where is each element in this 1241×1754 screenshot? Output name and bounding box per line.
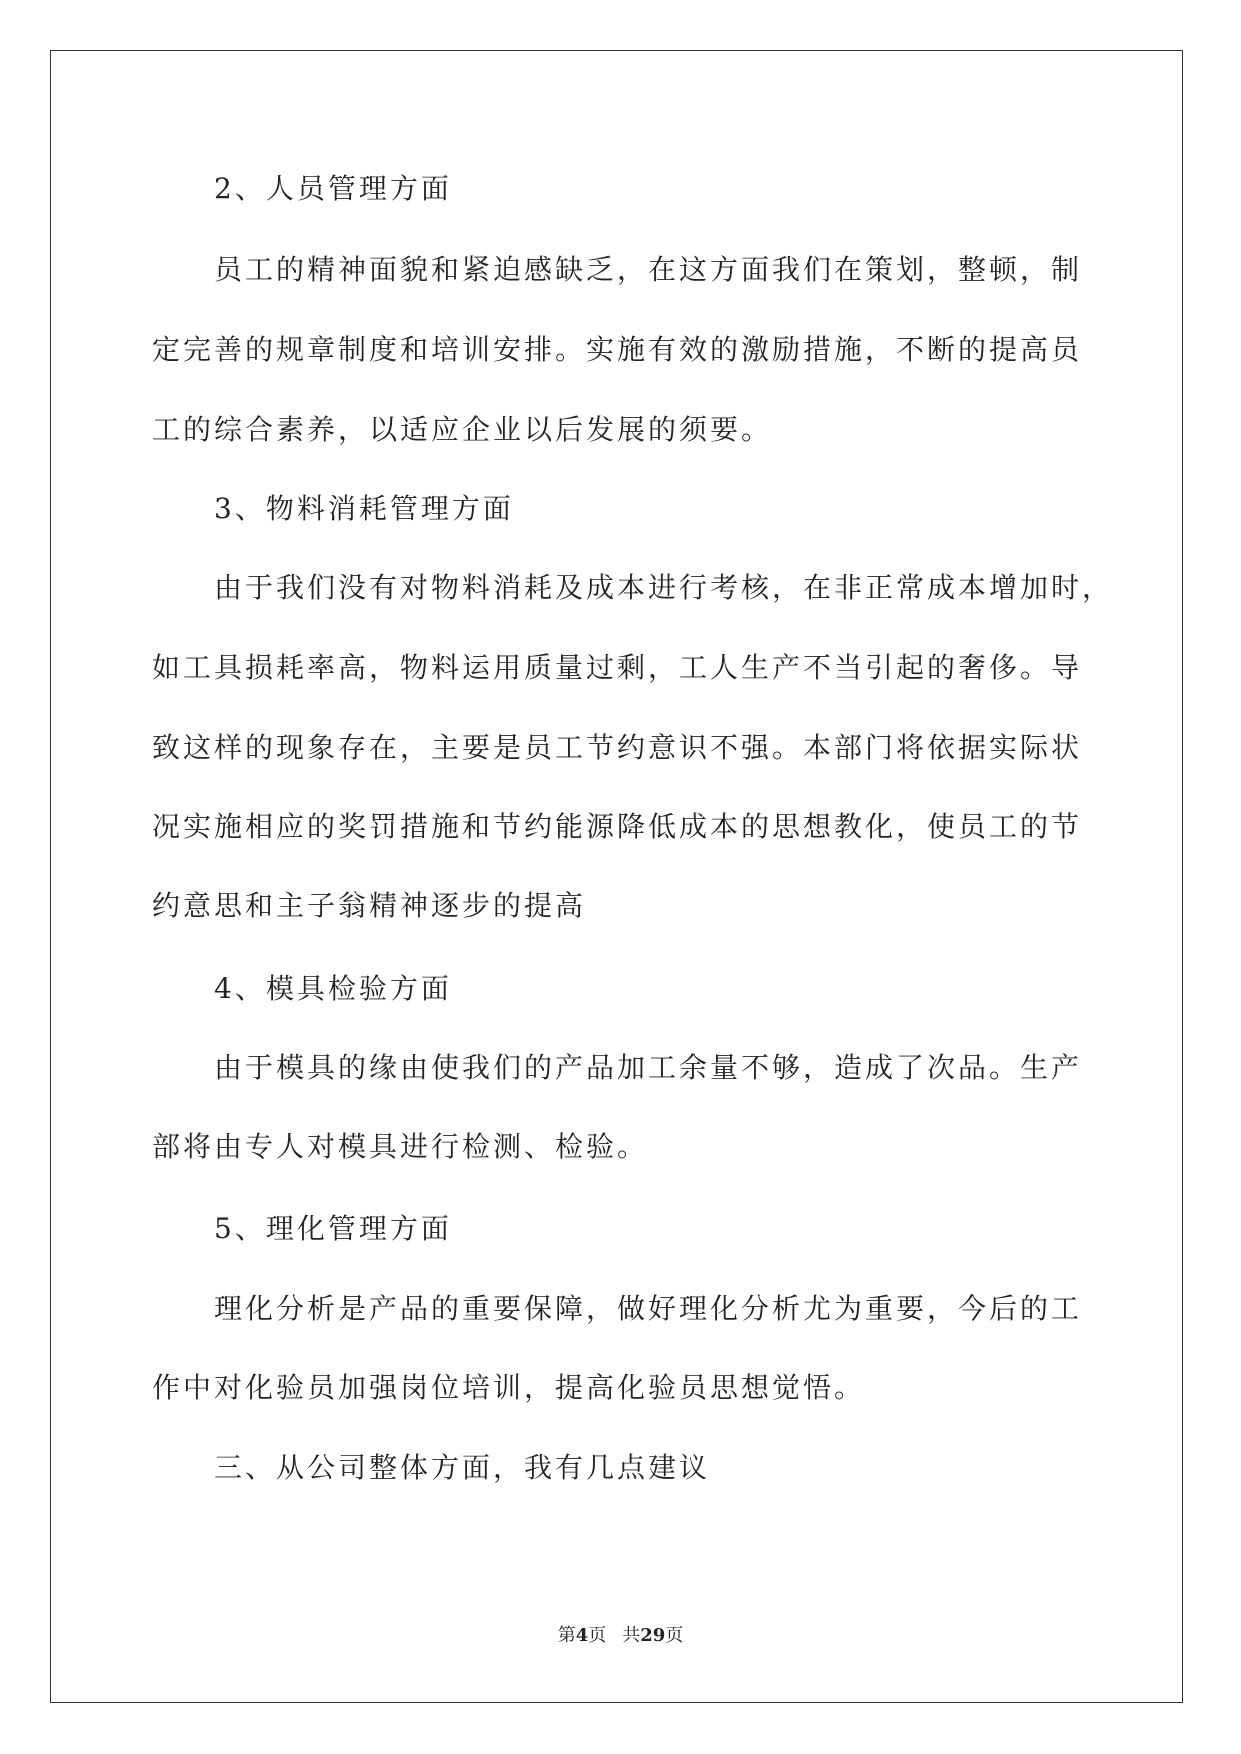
section-heading-three: 三、从公司整体方面，我有几点建议 — [214, 1451, 711, 1484]
total-prefix: 共 — [622, 1625, 641, 1646]
paragraph-line: 员工的精神面貌和紧迫感缺乏，在这方面我们在策划，整顿，制 — [214, 253, 1083, 286]
paragraph-line: 致这样的现象存在，主要是员工节约意识不强。本部门将依据实际状 — [152, 731, 1083, 764]
total-suffix: 页 — [665, 1625, 684, 1646]
paragraph-line: 部将由专人对模具进行检测、检验。 — [152, 1130, 649, 1163]
paragraph-line: 理化分析是产品的重要保障，做好理化分析尤为重要，今后的工 — [214, 1292, 1083, 1325]
paragraph-line: 作中对化验员加强岗位培训，提高化验员思想觉悟。 — [152, 1371, 866, 1404]
paragraph-line: 如工具损耗率高，物料运用质量过剩，工人生产不当引起的奢侈。导 — [152, 651, 1083, 684]
paragraph-line: 况实施相应的奖罚措施和节约能源降低成本的思想教化，使员工的节 — [152, 810, 1083, 843]
section-heading-3: 3、物料消耗管理方面 — [214, 492, 514, 525]
section-heading-5: 5、理化管理方面 — [214, 1212, 452, 1245]
section-heading-4: 4、模具检验方面 — [214, 972, 452, 1005]
section-heading-2: 2、人员管理方面 — [214, 172, 452, 205]
total-pages: 29 — [640, 1625, 666, 1646]
paragraph-line: 约意思和主子翁精神逐步的提高 — [152, 889, 587, 922]
paragraph-line: 定完善的规章制度和培训安排。实施有效的激励措施，不断的提高员 — [152, 333, 1083, 366]
paragraph-line: 由于我们没有对物料消耗及成本进行考核，在非正常成本增加时， — [214, 571, 1114, 604]
page-suffix: 页 — [588, 1625, 607, 1646]
page-number: 4 — [575, 1625, 589, 1646]
page-prefix: 第 — [557, 1625, 576, 1646]
paragraph-line: 工的综合素养，以适应企业以后发展的须要。 — [152, 413, 773, 446]
page-footer — [0, 1624, 1241, 1648]
paragraph-line: 由于模具的缘由使我们的产品加工余量不够，造成了次品。生产 — [214, 1051, 1083, 1084]
